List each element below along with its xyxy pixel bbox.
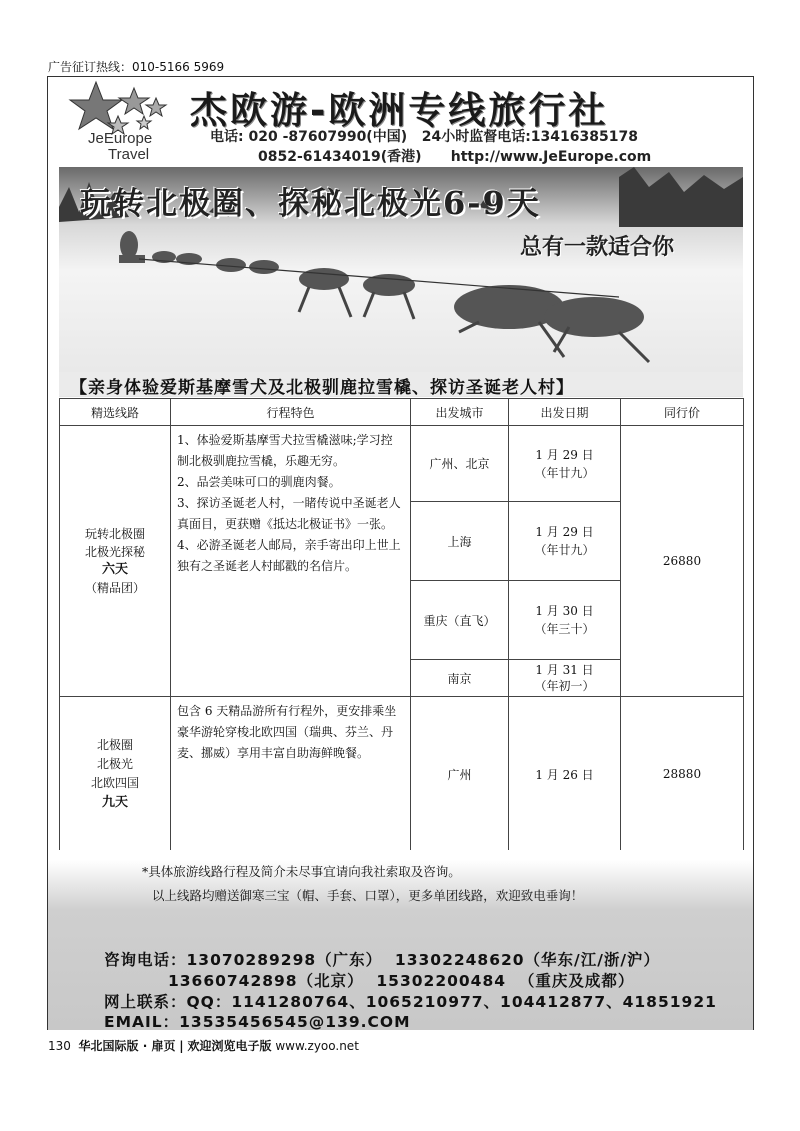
routes-table	[59, 398, 744, 852]
date-lunar: （年三十）	[534, 622, 595, 636]
header-date: 出发日期	[509, 399, 621, 426]
note-detail: *具体旅游线路行程及简介未尽事宜请向我社索取及咨询。	[142, 864, 461, 879]
departure-city: 上海	[411, 502, 509, 581]
departure-date	[509, 581, 621, 660]
logo-text-jeeurope: JeEurope	[88, 130, 153, 147]
banner-title-main: 玩转北极圈、探秘北极光	[80, 186, 443, 222]
route1-name	[60, 426, 171, 697]
feature-item: 4、必游圣诞老人邮局，亲手寄出印上世上独有之圣诞老人村邮戳的名信片。	[177, 538, 401, 573]
departure-date	[509, 502, 621, 581]
route1-type: （精品团）	[84, 581, 145, 595]
contact-phone-line-2: 13660742898（北京） 15302200484 （重庆及成都）	[104, 972, 635, 990]
page-footer	[48, 1037, 359, 1054]
departure-city: 广州	[411, 697, 509, 852]
logo-text-travel: Travel	[108, 146, 150, 163]
footer-url[interactable]: www.zyoo.net	[275, 1039, 359, 1053]
footer-text: 欢迎浏览电子版	[187, 1039, 272, 1053]
banner-title	[80, 178, 541, 224]
departure-city: 重庆（直飞）	[411, 581, 509, 660]
route1-name-line: 北极光探秘	[84, 545, 145, 559]
header-price: 同行价	[621, 399, 744, 426]
route1-price: 26880	[621, 426, 744, 697]
header-city: 出发城市	[411, 399, 509, 426]
date-lunar: （年初一）	[534, 679, 595, 693]
date-line: 1 月 29 日	[535, 525, 594, 539]
banner-strip-text: 【亲身体验爱斯基摩雪犬及北极驯鹿拉雪橇、探访圣诞老人村】	[70, 378, 574, 398]
header-route: 精选线路	[60, 399, 171, 426]
route1-duration: 六天	[101, 562, 128, 577]
departure-date: 1 月 26 日	[509, 697, 621, 852]
contact-phone-line-1: 咨询电话：13070289298（广东） 13302248620（华东/江/浙/沪）	[104, 951, 661, 969]
route2-duration: 九天	[101, 795, 128, 810]
table-row	[60, 426, 744, 502]
date-line: 1 月 31 日	[535, 663, 594, 677]
contact-email: EMAIL：13535456545@139.COM	[104, 1013, 411, 1031]
feature-item: 1、体验爱斯基摩雪犬拉雪橇滋味;学习控制北极驯鹿拉雪橇，乐趣无穷。	[177, 433, 393, 468]
departure-city: 广州、北京	[411, 426, 509, 502]
header-features: 行程特色	[171, 399, 411, 426]
route2-features	[171, 697, 411, 852]
route1-name-line: 玩转北极圈	[84, 527, 145, 541]
company-name: 杰欧游-欧洲专线旅行社	[190, 89, 609, 132]
route2-name-line: 北欧四国	[90, 776, 139, 790]
route2-name-line: 北极圈	[96, 738, 133, 752]
feature-item: 2、品尝美味可口的驯鹿肉餐。	[177, 475, 341, 489]
phone-line-1: 电话: 020 -87607990(中国) 24小时监督电话:13416385178	[210, 129, 638, 145]
contact-qq: 网上联系：QQ：1141280764、1065210977、104412877、41851921	[104, 993, 717, 1011]
departure-date	[509, 426, 621, 502]
table-row	[60, 697, 744, 852]
phone-line-2: 0852-61434019(香港) http://www.JeEurope.com	[258, 149, 652, 165]
route2-name-line: 北极光	[96, 757, 133, 771]
date-lunar: （年廿九）	[534, 543, 595, 557]
departure-city: 南京	[411, 660, 509, 697]
table-header-row	[60, 399, 744, 426]
section-name: 华北国际版 · 扉页	[78, 1039, 176, 1053]
banner-title-days: 6-9天	[443, 184, 541, 222]
departure-date	[509, 660, 621, 697]
feature-item: 3、探访圣诞老人村，一睹传说中圣诞老人真面目，更获赠《抵达北极证书》一张。	[177, 496, 401, 531]
date-lunar: （年廿九）	[534, 465, 595, 480]
date-line: 1 月 30 日	[535, 604, 594, 618]
ad-hotline: 广告征订热线：010-5166 5969	[48, 60, 225, 74]
feature-item: 包含 6 天精品游所有行程外，更安排乘坐豪华游轮穿梭北欧四国（瑞典、芬兰、丹麦、挪威）享用丰富自助海鲜晚餐。	[177, 704, 397, 760]
page-number: 130	[48, 1039, 71, 1053]
date-line: 1 月 29 日	[535, 447, 594, 462]
route2-price: 28880	[621, 697, 744, 852]
route2-name	[60, 697, 171, 852]
route1-features	[171, 426, 411, 697]
note-gift: 以上线路均赠送御寒三宝（帽、手套、口罩），更多单团线路，欢迎致电垂询！	[152, 888, 584, 903]
banner-subtitle: 总有一款适合你	[520, 235, 675, 260]
footer-separator: |	[179, 1039, 184, 1053]
